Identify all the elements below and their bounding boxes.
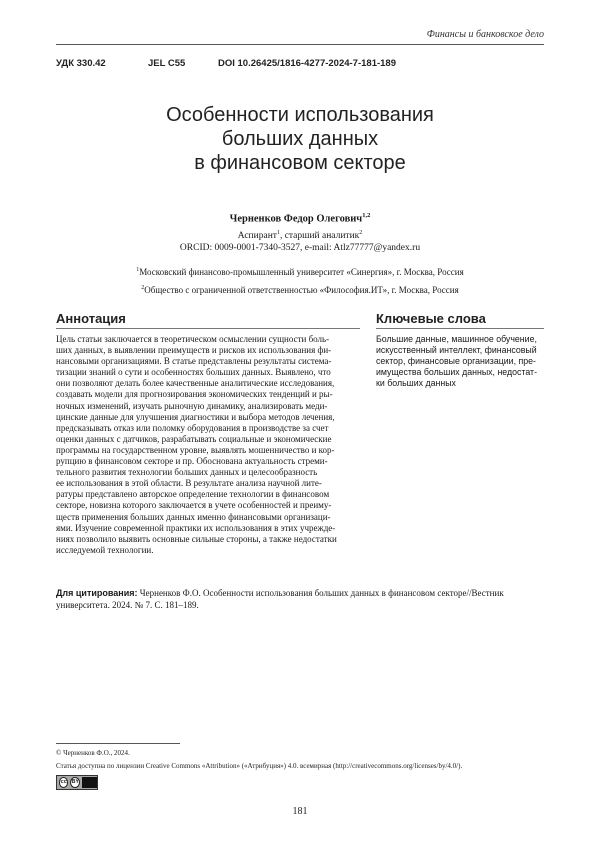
abstract-line: рупцию в финансовом секторе и пр. Обоснована актуальность стреми- [56, 456, 328, 467]
affiliation: $^2$Общество с ограниченной ответственностью «Философия.ИТ», г. Москва, Россия [141, 285, 459, 295]
abstract-line: ями. Изучение современной практики их использования в этих учрежде- [56, 522, 336, 533]
abstract-line: оценки данных с датчиков, разрабатывать социальные и экономические [56, 433, 332, 444]
abstract-text [56, 334, 360, 556]
abstract-line: тельного развития технологии больших данных и целесообразность [56, 467, 318, 478]
citation-line: университета. 2024. № 7. С. 181–189. [56, 600, 199, 610]
abstract-line: нансовыми организациями. В статье представлены результаты система- [56, 356, 332, 367]
author-contacts: ORCID: 0009-0001-7340-3527, e-mail: Atlz77777@yandex.ru [179, 242, 421, 253]
abstract-line: создавать модели для прогнозирования экономических тенденций и ры- [56, 389, 333, 400]
cc-by-badge-icon [56, 775, 98, 790]
abstract-line: тизации знаний о сути и особенностях больших данных. Выявлено, что [56, 367, 331, 378]
affiliation: $^1$Московский финансово-промышленный университет «Синергия», г. Москва, Россия [136, 267, 464, 277]
keywords-line: искусственный интеллект, финансовый [376, 345, 537, 356]
keywords-text [376, 334, 546, 389]
copyright-notice: © Черненков Ф.О., 2024. [56, 749, 130, 757]
abstract-line: ших данных, в выявлении преимуществ и рисков их использования фи- [56, 345, 332, 356]
affiliations [56, 262, 544, 298]
badge-black-band [82, 777, 97, 788]
title-line: Особенности использования [166, 104, 434, 126]
abstract-line: ночных изменений, изучать рыночную динамику, анализировать меди- [56, 400, 328, 411]
footnote-rule [56, 743, 180, 744]
page-number: 181 [292, 806, 308, 817]
author-block [56, 209, 544, 254]
abstract-line: ратуры представлено авторское определение технологии в финансовом [56, 489, 330, 500]
title-line: в финансовом секторе [194, 152, 406, 174]
jel-code: JEL C55 [148, 58, 186, 69]
keywords-line: ки больших данных [376, 378, 456, 389]
running-head: Финансы и банковское дело [426, 29, 544, 40]
abstract-line: ее использования в этой области. В результате анализа научной лите- [56, 478, 322, 489]
abstract-line: предсказывать отказ или поломку оборудования в производстве за счет [56, 422, 329, 433]
title-line: больших данных [221, 128, 379, 150]
keywords-line: Большие данные, машинное обучение, [376, 334, 537, 344]
abstract-heading: Аннотация [56, 311, 126, 326]
citation-text: Черненков Ф.О. Особенности использования больших данных в финансовом секторе//Вестник [137, 588, 504, 598]
doi-code[interactable]: DOI 10.26425/1816-4277-2024-7-181-189 [218, 58, 396, 69]
citation-block [56, 587, 546, 611]
udk-code: УДК 330.42 [56, 58, 106, 69]
keywords-line: имущества больших данных, недостат- [376, 367, 538, 378]
article-title [56, 103, 544, 175]
citation-label: Для цитирования: [56, 588, 138, 598]
author-name: Черненков Федор Олегович$^{1,2}$ [229, 212, 371, 225]
by-icon: BY [70, 777, 80, 788]
keywords-heading: Ключевые слова [376, 311, 486, 326]
abstract-rule [56, 328, 360, 329]
keywords-rule [376, 328, 544, 329]
citation-line [56, 587, 546, 599]
abstract-line: ществ применения больших данных именно финансовыми организаци- [56, 511, 331, 522]
abstract-line: ниях позволило выявить основные сильные стороны, а также недостатки [56, 533, 337, 544]
abstract-line: Цель статьи заключается в теоретическом осмыслении сущности боль- [56, 334, 330, 344]
author-position: Аспирант$^1$, старший аналитик$^2$ [237, 229, 363, 241]
keywords-line: сектор, финансовые организации, пре- [376, 356, 536, 367]
abstract-line: исследуемой технологии. [56, 544, 154, 555]
abstract-line: секторе, новизна которого заключается в учете особенностей и преиму- [56, 500, 332, 511]
abstract-line: цинские данные для улучшения диагностики и выбора методов лечения, [56, 411, 335, 422]
header-rule [56, 44, 544, 45]
cc-icon: cc [59, 777, 68, 788]
license-notice[interactable]: Статья доступна по лицензии Creative Commons «Attribution» («Атрибуция») 4.0. всемирная (http://creativecommons.org/licenses/by/4.0/). [56, 762, 463, 770]
abstract-line: они позволяют делать более качественные аналитические исследования, [56, 378, 335, 389]
abstract-line: программы на государственном уровне, выявлять мошенничество и кор- [56, 444, 335, 455]
